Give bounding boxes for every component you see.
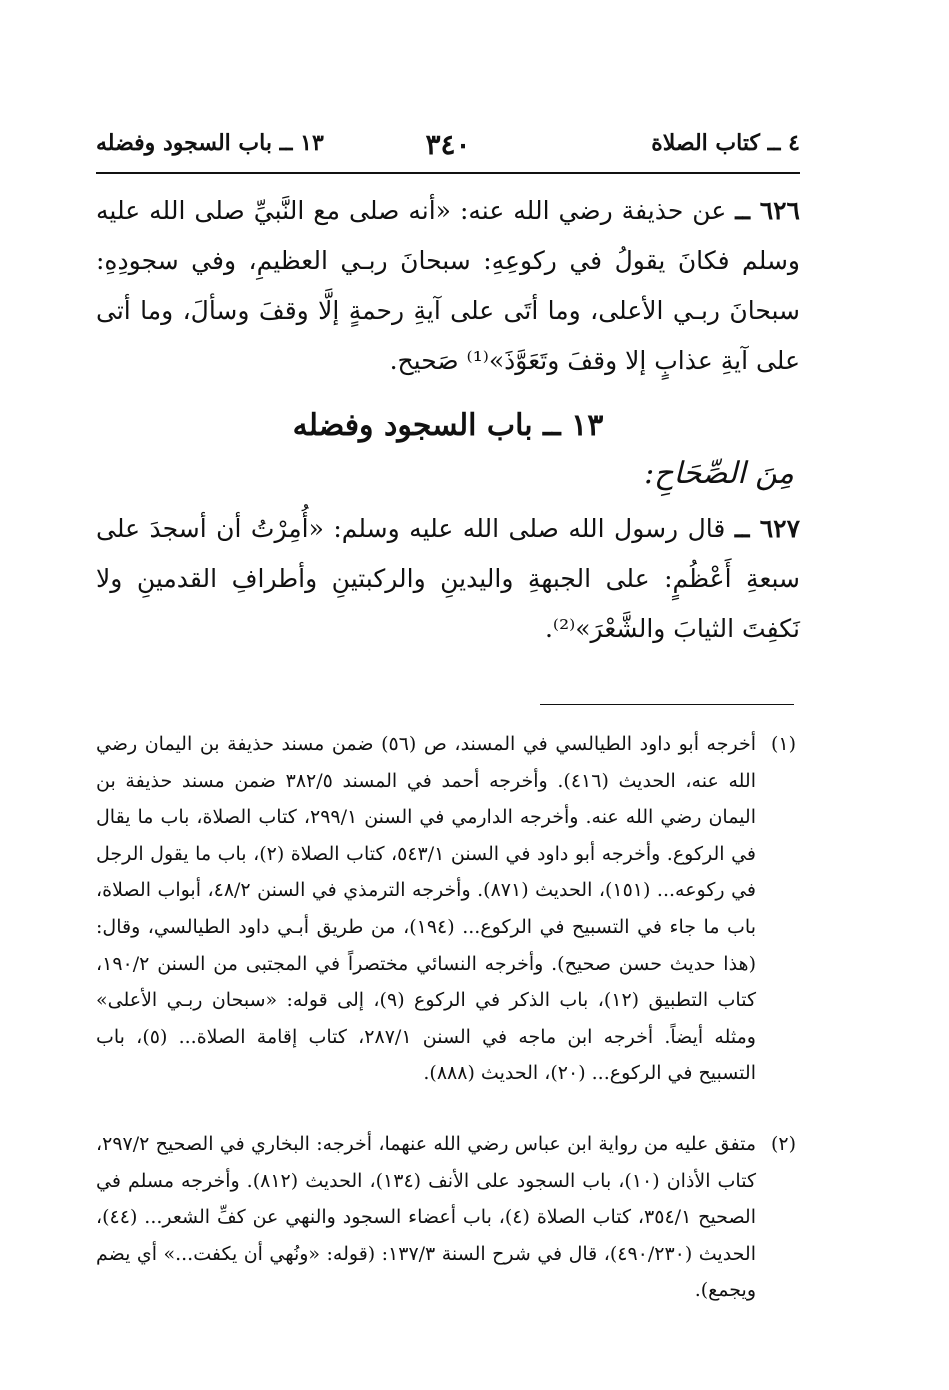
- footnote-divider: [540, 704, 794, 705]
- hadith-text: قال رسول الله صلى الله عليه وسلم: «أُمِرْتُ أن أسجدَ على سبعةِ أَعْظُمٍ: على الجبهةِ واليدينِ والركبتينِ وأطرافِ القدمينِ ولا نَكفِتَ الثيابَ والشَّعْرَ»⁽²⁾.: [96, 514, 800, 643]
- footnote-1: [96, 726, 796, 1092]
- hadith-text: عن حذيفة رضي الله عنه: «أنه صلى مع النَّبيِّ صلى الله عليه وسلم فكانَ يقولُ في ركوعِهِ: سبحانَ ربـي العظيمِ، وفي سجودِهِ: سبحانَ ربـي الأعلى، وما أتَى على آيةِ رحمةٍ إلَّا وقفَ وسألَ، وما أتى على آيةِ عذابٍ إلا وقفَ وتَعَوَّذَ»⁽¹⁾ صَحيح.: [96, 196, 800, 375]
- page-number: ٣٤٠: [425, 128, 471, 161]
- section-label: مِنَ الصِّحَاحِ:: [644, 456, 794, 491]
- hadith-626: [96, 186, 800, 386]
- footnote-2: [96, 1126, 796, 1309]
- chapter-title: ١٣ ــ باب السجود وفضله: [292, 408, 604, 443]
- running-header: [96, 128, 800, 168]
- footnote-text: متفق عليه من رواية ابن عباس رضي الله عنهما، أخرجه: البخاري في الصحيح ٢٩٧/٢، كتاب الأذان (١٠)، باب السجود على الأنف (١٣٤)، الحديث (٨١٢). وأخرجه مسلم في الصحيح ٣٥٤/١، كتاب الصلاة (٤)، باب أعضاء السجود والنهي عن كفِّ الشعر... (٤٤)، الحديث (٤٩٠/٢٣٠)، قال في شرح السنة ١٣٧/٣: (قوله: «ونُهي أن يكفت...» أي يضم ويجمع).: [96, 1133, 756, 1302]
- footnote-marker: (١): [770, 733, 796, 755]
- hadith-number: ٦٢٧ ــ: [734, 514, 801, 543]
- header-book-title: ٤ ــ كتاب الصلاة: [651, 130, 800, 156]
- header-chapter-title: ١٣ ــ باب السجود وفضله: [96, 130, 324, 156]
- hadith-number: ٦٢٦ ــ: [735, 196, 800, 225]
- hadith-627: [96, 504, 800, 654]
- footnote-marker: (٢): [770, 1133, 796, 1155]
- footnote-text: أخرجه أبو داود الطيالسي في المسند، ص (٥٦) ضمن مسند حذيفة بن اليمان رضي الله عنه، الحديث (٤١٦). وأخرجه أحمد في المسند ٣٨٢/٥ ضمن مسند حذيفة بن اليمان رضي الله عنه. وأخرجه الدارمي في السنن ٢٩٩/١، كتاب الصلاة، باب ما يقال في الركوع. وأخرجه أبو داود في السنن ٥٤٣/١، كتاب الصلاة (٢)، باب ما يقول الرجل في ركوعه... (١٥١)، الحديث (٨٧١). وأخرجه الترمذي في السنن ٤٨/٢، أبواب الصلاة، باب ما جاء في التسبيح في الركوع... (١٩٤)، من طريق أبـي داود الطيالسي، وقال: (هذا حديث حسن صحيح). وأخرجه النسائي مختصراً في المجتبى من السنن ١٩٠/٢، كتاب التطبيق (١٢)، باب الذكر في الركوع (٩)، إلى قوله: «سبحان ربـي الأعلى» ومثله أيضاً. أخرجه ابن ماجه في السنن ٢٨٧/١، كتاب إقامة الصلاة... (٥)، باب التسبيح في الركوع... (٢٠)، الحديث (٨٨٨).: [96, 733, 757, 1085]
- header-divider: [96, 172, 800, 174]
